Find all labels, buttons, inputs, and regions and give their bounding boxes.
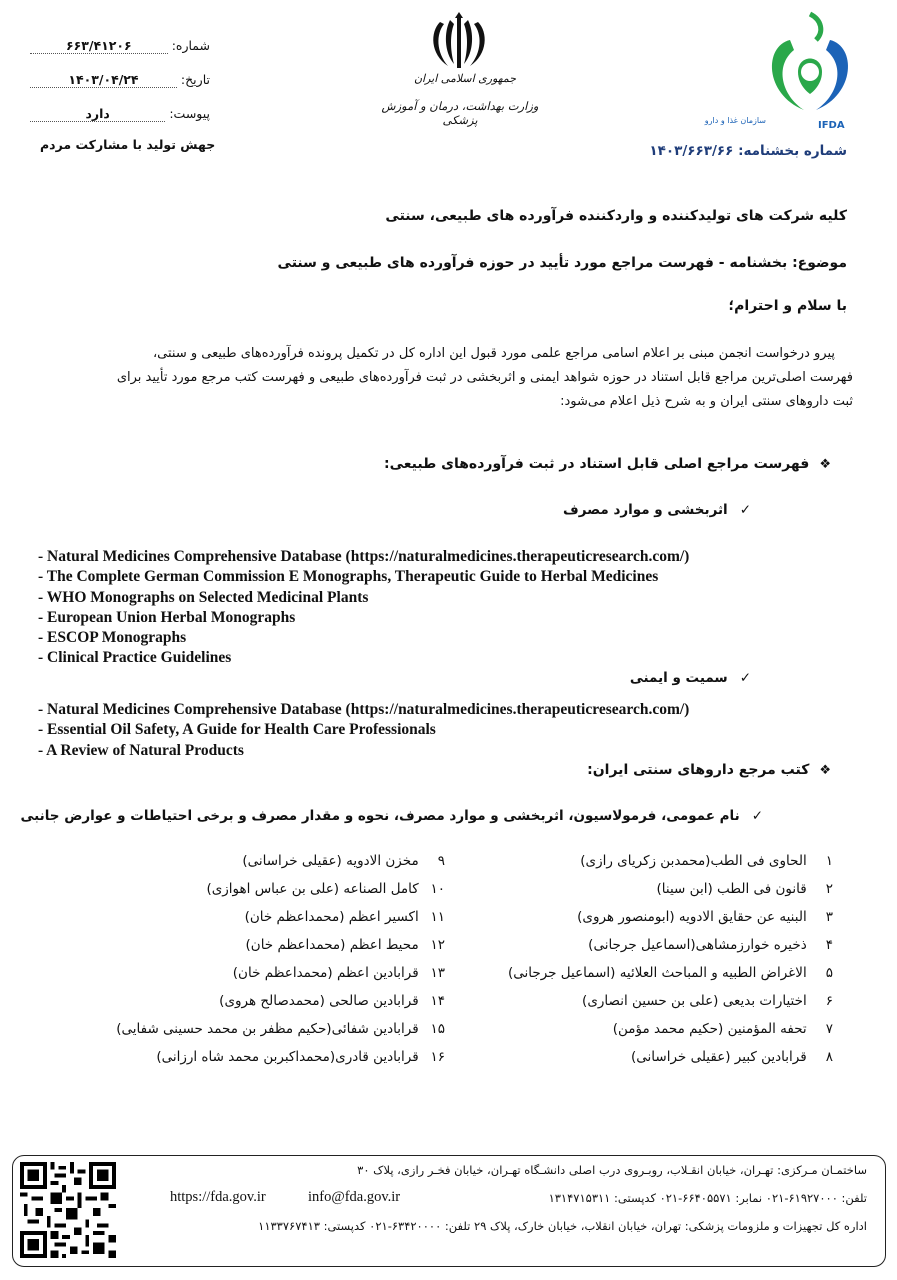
letter-number-row	[30, 38, 210, 54]
letter-date-value: ۱۴۰۳/۰۴/۲۴	[30, 72, 177, 88]
circular-number-label: شماره بخشنامه:	[738, 143, 847, 159]
reference-item: - Essential Oil Safety, A Guide for Health Care Professionals	[38, 721, 436, 739]
iran-emblem-icon	[426, 12, 492, 72]
body-line: ثبت داروهای سنتی ایران و به شرح ذیل اعلام می‌شود:	[560, 394, 853, 409]
section1-title: فهرست مراجع اصلی قابل استناد در ثبت فرآورده‌های طبیعی:	[383, 456, 810, 472]
letter-attachment-row	[30, 106, 210, 122]
footer-phones: تلفن: ۶۱۹۲۷۰۰۰-۰۲۱ نمابر: ۶۶۴۰۵۵۷۱-۰۲۱ کدپستی: ۱۳۱۴۷۱۵۳۱۱	[548, 1191, 867, 1205]
circular-number	[649, 143, 847, 159]
footer-website-link[interactable]: https://fda.gov.ir	[170, 1189, 266, 1205]
reference-item: - A Review of Natural Products	[38, 741, 244, 759]
section-heading	[587, 762, 831, 778]
letter-date-row	[30, 72, 210, 88]
subsection-heading	[630, 670, 751, 686]
reference-item: - Natural Medicines Comprehensive Database (https://naturalmedicines.therapeuticresearch.com/)	[38, 701, 690, 718]
logo-text: سازمان غذا و دارو	[704, 116, 766, 125]
qr-code-icon[interactable]	[20, 1162, 116, 1258]
footer-email-link[interactable]: info@fda.gov.ir	[308, 1189, 401, 1205]
letter-date-label: تاریخ:	[180, 72, 210, 87]
reference-item: - ESCOP Monographs	[38, 629, 187, 647]
book-item: ۳ البنیه عن حقایق الادویه (ابومنصور هروی)	[577, 909, 833, 925]
checkmark-icon: ✓	[751, 808, 763, 824]
book-item: ۹ مخزن الادویه (عقیلی خراسانی)	[242, 853, 445, 869]
checkmark-icon: ✓	[739, 670, 751, 686]
book-item: ۱۲ محیط اعظم (محمداعظم خان)	[245, 937, 445, 953]
book-item: ۱ الحاوی فی الطب(محمدبن زکریای رازی)	[580, 853, 833, 869]
sub1-title: اثربخشی و موارد مصرف	[563, 502, 728, 518]
footer-department: اداره کل تجهیزات و ملزومات پزشکی: تهران، خیابان انقلاب، خیابان خارک، پلاک ۲۹ تلفن: ۶۳۴۲۰۰۰۰-۰۲۱ کدپستی: ۱۱۳۳۷۶۷۴۱۳	[258, 1219, 867, 1233]
letter-attachment-label: پیوست:	[169, 106, 210, 121]
recipient-line: کلیه شرکت های تولیدکننده و واردکننده فرآورده های طبیعی، سنتی	[385, 208, 847, 224]
body-line: فهرست اصلی‌ترین مراجع قابل استناد در حوزه شواهد ایمنی و اثربخشی در ثبت فرآورده‌های طبیعی و فهرست کتب مرجع مورد تأیید برای	[116, 370, 853, 385]
letter-number-label: شماره:	[171, 38, 210, 53]
reference-item: - The Complete German Commission E Monographs, Therapeutic Guide to Herbal Medicines	[38, 568, 659, 586]
book-item: ۱۳ قرابادین اعظم (محمداعظم خان)	[232, 965, 445, 981]
efficacy-reference-list	[38, 547, 689, 669]
reference-item: - Natural Medicines Comprehensive Database (https://naturalmedicines.therapeuticresearch.com/)	[38, 548, 690, 565]
section2-subtitle: نام عمومی، فرمولاسیون، اثربخشی و موارد مصرف، نحوه و مقدار مصرف و برخی احتیاطات و عوارض جانبی	[20, 808, 740, 824]
ministry-title: وزارت بهداشت، درمان و آموزش پزشکی	[381, 99, 539, 127]
government-title: جمهوری اسلامی ایران	[413, 72, 517, 85]
checkmark-icon: ✓	[739, 502, 751, 518]
subsection-heading	[563, 502, 751, 518]
book-item: ۲ قانون فی الطب (ابن سینا)	[656, 881, 833, 897]
reference-item: - Clinical Practice Guidelines	[38, 649, 232, 667]
letter-attachment-value: دارد	[30, 106, 165, 122]
subsection-heading	[21, 808, 764, 824]
section-heading	[384, 456, 831, 472]
letter-number-value: ۶۶۳/۴۱۲۰۶	[30, 38, 168, 54]
book-item: ۱۶ قرابادین قادری(محمداکبربن محمد شاه ارزانی)	[156, 1049, 445, 1065]
section2-title: کتب مرجع داروهای سنتی ایران:	[587, 762, 810, 778]
footer-address: ساختمـان مـرکزی: تهـران، خیابان انقـلاب، روبـروی درب اصلی دانشـگاه تهـران، خیابان فخـر رازی، پلاک ۳۰	[357, 1163, 867, 1177]
diamond-bullet-icon: ❖	[819, 763, 831, 778]
reference-item: - WHO Monographs on Selected Medicinal Plants	[38, 588, 369, 606]
safety-reference-list	[38, 700, 689, 761]
book-item: ۱۰ کامل الصناعه (علی بن عباس اهوازی)	[206, 881, 445, 897]
sub2-title: سمیت و ایمنی	[629, 670, 728, 686]
reference-item: - European Union Herbal Monographs	[38, 608, 296, 626]
circular-number-value: ۱۴۰۳/۶۶۳/۶۶	[649, 143, 734, 159]
book-item: ۴ ذخیره خوارزمشاهی(اسماعیل جرجانی)	[588, 937, 833, 953]
book-item: ۱۵ قرابادین شفائی(حکیم مظفر بن محمد حسینی شفایی)	[116, 1021, 445, 1037]
body-paragraph	[37, 342, 853, 414]
ifda-logo	[704, 10, 860, 132]
book-item: ۷ تحفه المؤمنین (حکیم محمد مؤمن)	[612, 1021, 833, 1037]
book-item: ۸ قرابادین کبیر (عقیلی خراسانی)	[631, 1049, 833, 1065]
body-line: پیرو درخواست انجمن مبنی بر اعلام اسامی مراجع علمی مورد قبول این اداره کل در تکمیل پرونده فرآورده‌های طبیعی و سنتی،	[152, 346, 835, 361]
book-item: ۱۱ اکسیر اعظم (محمداعظم خان)	[244, 909, 445, 925]
book-item: ۱۴ قرابادین صالحی (محمدصالح هروی)	[219, 993, 445, 1009]
greeting-line: با سلام و احترام؛	[728, 298, 847, 314]
diamond-bullet-icon: ❖	[819, 457, 831, 472]
logo-abbreviation: IFDA	[818, 120, 845, 131]
subject-line: موضوع: بخشنامه - فهرست مراجع مورد تأیید در حوزه فرآورده های طبیعی و سنتی	[277, 255, 847, 271]
slogan: جهش تولید با مشارکت مردم	[40, 137, 216, 152]
book-item: ۶ اختیارات بدیعی (علی بن حسین انصاری)	[582, 993, 833, 1009]
book-item: ۵ الاغراض الطبیه و المباحث العلائیه (اسماعیل جرجانی)	[507, 965, 833, 981]
